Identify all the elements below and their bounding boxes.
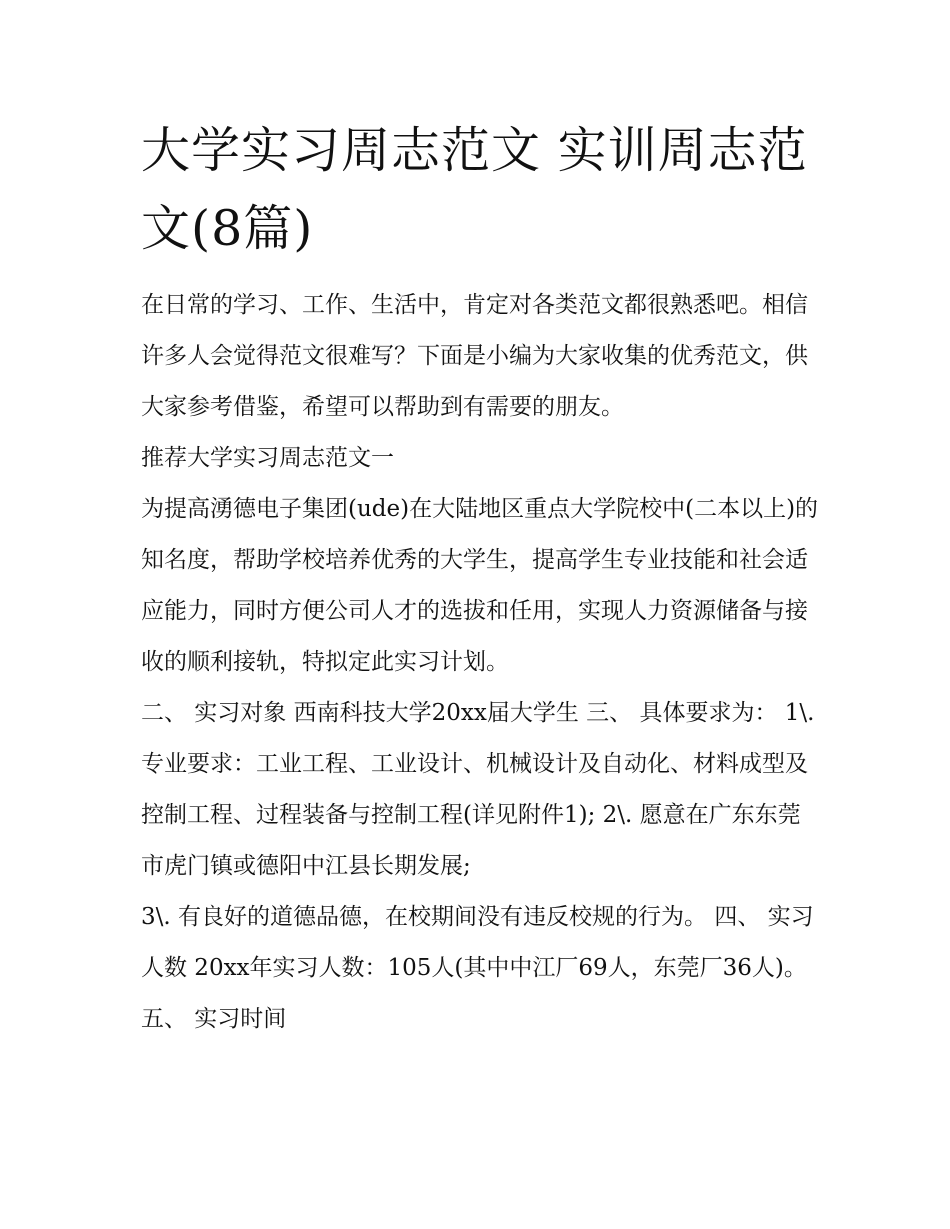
paragraph-intro: 在日常的学习、工作、生活中，肯定对各类范文都很熟悉吧。相信许多人会觉得范文很难写？下面是小编为大家收集的优秀范文，供大家参考借鉴，希望可以帮助到有需要的朋友。 (141, 292, 808, 420)
document-title: 大学实习周志范文 实训周志范文(8篇) (141, 122, 808, 257)
paragraph-major-requirements: 专业要求：工业工程、工业设计、机械设计及自动化、材料成型及控制工程、过程装备与控制工程(详见附件1); 2\. 愿意在广东东莞市虎门镇或德阳中江县长期发展; (141, 751, 808, 879)
paragraph-conduct-count: 3\. 有良好的道德品德，在校期间没有违反校规的行为。 四、 实习人数 20xx年实习人数：105人(其中中江厂69人，东莞厂36人)。 五、 实习时间 (141, 904, 814, 1032)
paragraph-heading-recommend: 推荐大学实习周志范文一 (141, 445, 394, 471)
paragraph-purpose: 为提高湧德电子集团(ude)在大陆地区重点大学院校中(二本以上)的知名度，帮助学校培养优秀的大学生，提高学生专业技能和社会适应能力，同时方便公司人才的选拔和任用，实现人力资源储备与接收的顺利接轨，特拟定此实习计划。 (141, 496, 819, 675)
document-body (141, 280, 821, 1045)
paragraph-target: 二、 实习对象 西南科技大学20xx届大学生 三、 具体要求为： 1\. (141, 700, 815, 726)
